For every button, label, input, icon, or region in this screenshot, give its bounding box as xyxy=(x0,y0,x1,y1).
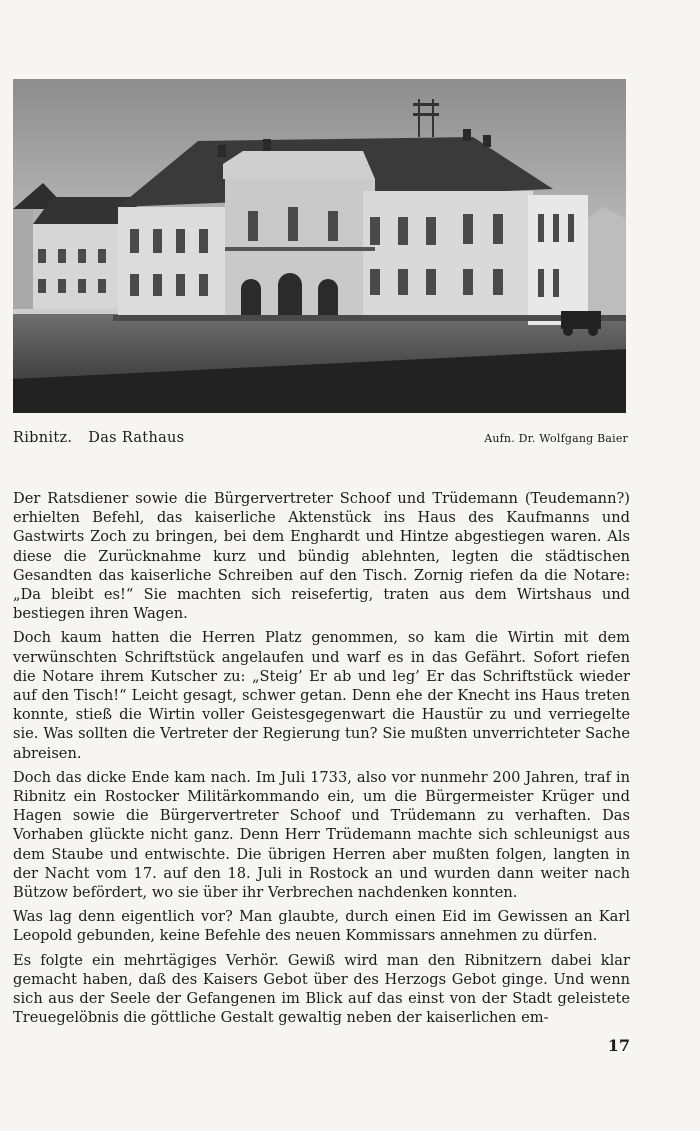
caption-title: Das Rathaus xyxy=(88,430,185,446)
paragraph: Was lag denn eigentlich vor? Man glaubte, durch einen Eid im Gewissen an Karl Leopold gebunden, keine Befehle des neuen Kommissars annehmen zu dürfen. xyxy=(13,908,630,945)
town-hall-illustration xyxy=(13,79,626,413)
town-hall-photo xyxy=(13,79,626,413)
article-body xyxy=(13,489,630,1032)
paragraph: Doch das dicke Ende kam nach. Im Juli 1733, also vor nunmehr 200 Jahren, traf in Ribnitz ein Rostocker Militärkommando ein, um die Bürgermeister Krüger und Hagen sowie die Bürgervertreter Schoof und Trüdemann zu verhaften. Das Vorhaben glückte nicht ganz. Denn Herr Trüdemann machte sich schleunigst aus dem Staube und entwischte. Die übrigen Herren aber mußten folgen, langten in der Nacht vom 17. auf den 18. Juli in Rostock an und wurden dann weiter nach Bützow befördert, wo sie über ihr Verbrechen nachdenken konnten. xyxy=(13,768,630,902)
photo-caption xyxy=(13,430,184,446)
paragraph: Der Ratsdiener sowie die Bürgervertreter Schoof und Trüdemann (Teudemann?) erhielten Befehl, das kaiserliche Aktenstück ins Haus des Kaufmanns und Gastwirts Zoch zu bringen, bei dem Enghardt und Hintze abgestiegen waren. Als diese die Zurücknahme kurz und bündig ablehnten, legten die städtischen Gesandten das kaiserliche Schreiben auf den Tisch. Zornig riefen da die Notare: „Da bleibt es!“ Sie machten sich reisefertig, traten aus dem Wirtshaus und bestiegen ihren Wagen. xyxy=(13,490,630,623)
photo-credit: Aufn. Dr. Wolfgang Baier xyxy=(484,432,628,445)
caption-place: Ribnitz. xyxy=(13,430,73,446)
paragraph: Doch kaum hatten die Herren Platz genommen, so kam die Wirtin mit dem verwünschten Schriftstück angelaufen und warf es in das Gefährt. Sofort riefen die Notare ihrem Kutscher zu: „Steig’ Er ab und leg’ Er das Schriftstück wieder auf den Tisch!“ Leicht gesagt, schwer getan. Denn ehe der Knecht ins Haus treten konnte, stieß die Wirtin voller Geistesgegenwart die Haustür zu und verriegelte sie. Was sollten die Vertreter der Regierung tun? Sie mußten unverrichteter Sache abreisen. xyxy=(13,629,630,762)
paragraph: Es folgte ein mehrtägiges Verhör. Gewiß wird man den Ribnitzern dabei klar gemacht haben, daß des Kaisers Gebot über des Herzogs Gebot ginge. Und wenn sich aus der Seele der Gefangenen im Blick auf das einst von der Stadt geleistete Treuegelöbnis die göttliche Gestalt gewaltig neben der kaiserlichen em- xyxy=(13,951,630,1027)
page-number: 17 xyxy=(607,1036,630,1055)
